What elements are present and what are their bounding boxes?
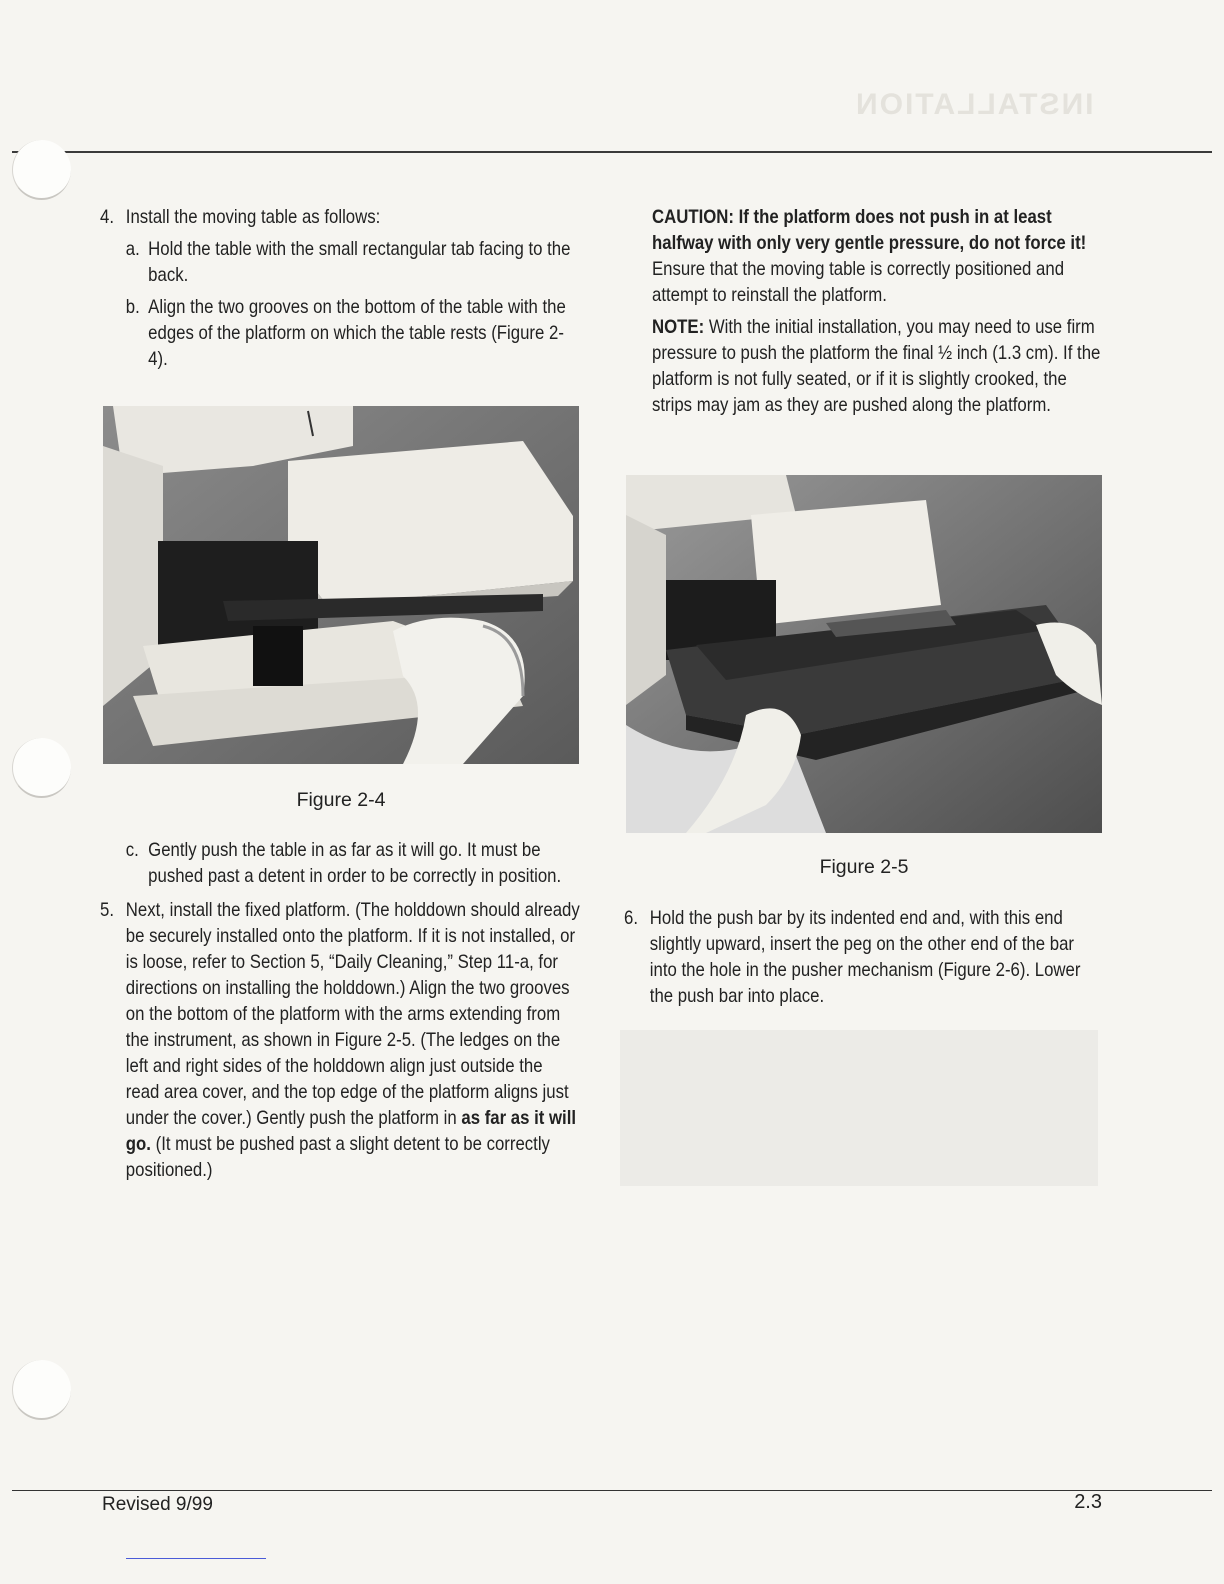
step-4c	[100, 837, 580, 889]
caution-bold-text: If the platform does not push in at least halfway with only very gentle pressure, do not force it!	[652, 206, 1087, 254]
note-paragraph	[652, 314, 1102, 418]
binder-hole-top	[12, 140, 71, 200]
step-text: Install the moving table as follows:	[125, 206, 381, 228]
bleed-through-shade	[620, 1030, 1098, 1186]
step-5-text-after: (It must be pushed past a slight detent to be correctly positioned.)	[125, 1133, 550, 1181]
section-header: INSTALLATION	[854, 88, 1094, 121]
step-number: 4.	[100, 206, 114, 228]
step-5-emphasis: as far as it will go.	[125, 1107, 577, 1155]
figure-2-4-photo	[103, 406, 579, 764]
binder-hole-bottom	[12, 1360, 71, 1420]
blue-underline-mark	[126, 1558, 266, 1559]
substep-text: Hold the table with the small rectangular tab facing to the back.	[148, 238, 571, 286]
substep-letter: c.	[125, 839, 139, 861]
substep-text: Align the two grooves on the bottom of the table with the edges of the platform on which the table rests (Figure 2-4).	[148, 296, 566, 370]
step-4a	[100, 236, 580, 288]
substep-letter: a.	[125, 238, 140, 260]
step-text	[126, 897, 580, 1183]
left-column-bottom	[100, 837, 580, 1183]
step-6	[624, 905, 1102, 1009]
step-5	[100, 897, 580, 1183]
substep-letter: b.	[125, 296, 140, 318]
step-number: 6.	[624, 907, 638, 929]
left-column-top	[100, 204, 580, 372]
step-4b	[100, 294, 580, 372]
step-text: Hold the push bar by its indented end and, with this end slightly upward, insert the peg on the other end of the bar into the hole in the pusher mechanism (Figure 2-6). Lower the push bar into place.	[649, 907, 1081, 1007]
revision-date: Revised 9/99	[102, 1494, 213, 1515]
header-rule	[12, 151, 1212, 153]
right-column-bottom	[624, 905, 1102, 1009]
figure-2-5-photo	[626, 475, 1102, 833]
figure-2-5-caption: Figure 2-5	[819, 856, 909, 878]
instrument-photo	[103, 406, 579, 764]
page-number: 2.3	[1074, 1491, 1102, 1513]
note-label: NOTE:	[652, 316, 705, 338]
step-number: 5.	[100, 899, 114, 921]
figure-2-4-caption: Figure 2-4	[296, 789, 386, 811]
platform-photo	[626, 475, 1102, 833]
right-column-top	[652, 204, 1102, 418]
note-text: With the initial installation, you may need to use firm pressure to push the platform the final ½ inch (1.3 cm). If the platform is not fully seated, or if it is slightly crooked, the strips may jam as they are pushed along the platform.	[652, 316, 1101, 416]
binder-hole-middle	[12, 738, 71, 798]
caution-label: CAUTION:	[652, 206, 734, 228]
step-5-text: Next, install the fixed platform. (The holddown should already be securely installed onto the platform. If it is not installed, or is loose, refer to Section 5, “Daily Cleaning,” Step 11-a, for directions on installing the holddown.) Align the two grooves on the bottom of the platform with the arms extending from the instrument, as shown in Figure 2-5. (The ledges on the left and right sides of the holddown align just outside the read area cover, and the top edge of the platform aligns just under the cover.) Gently push the platform in	[125, 899, 580, 1129]
footer-rule	[12, 1490, 1212, 1491]
step-4	[100, 204, 580, 230]
caution-text: Ensure that the moving table is correctly positioned and attempt to reinstall the platform.	[652, 258, 1065, 306]
caution-paragraph	[652, 204, 1102, 308]
substep-text: Gently push the table in as far as it will go. It must be pushed past a detent in order to be correctly in position.	[148, 839, 562, 887]
